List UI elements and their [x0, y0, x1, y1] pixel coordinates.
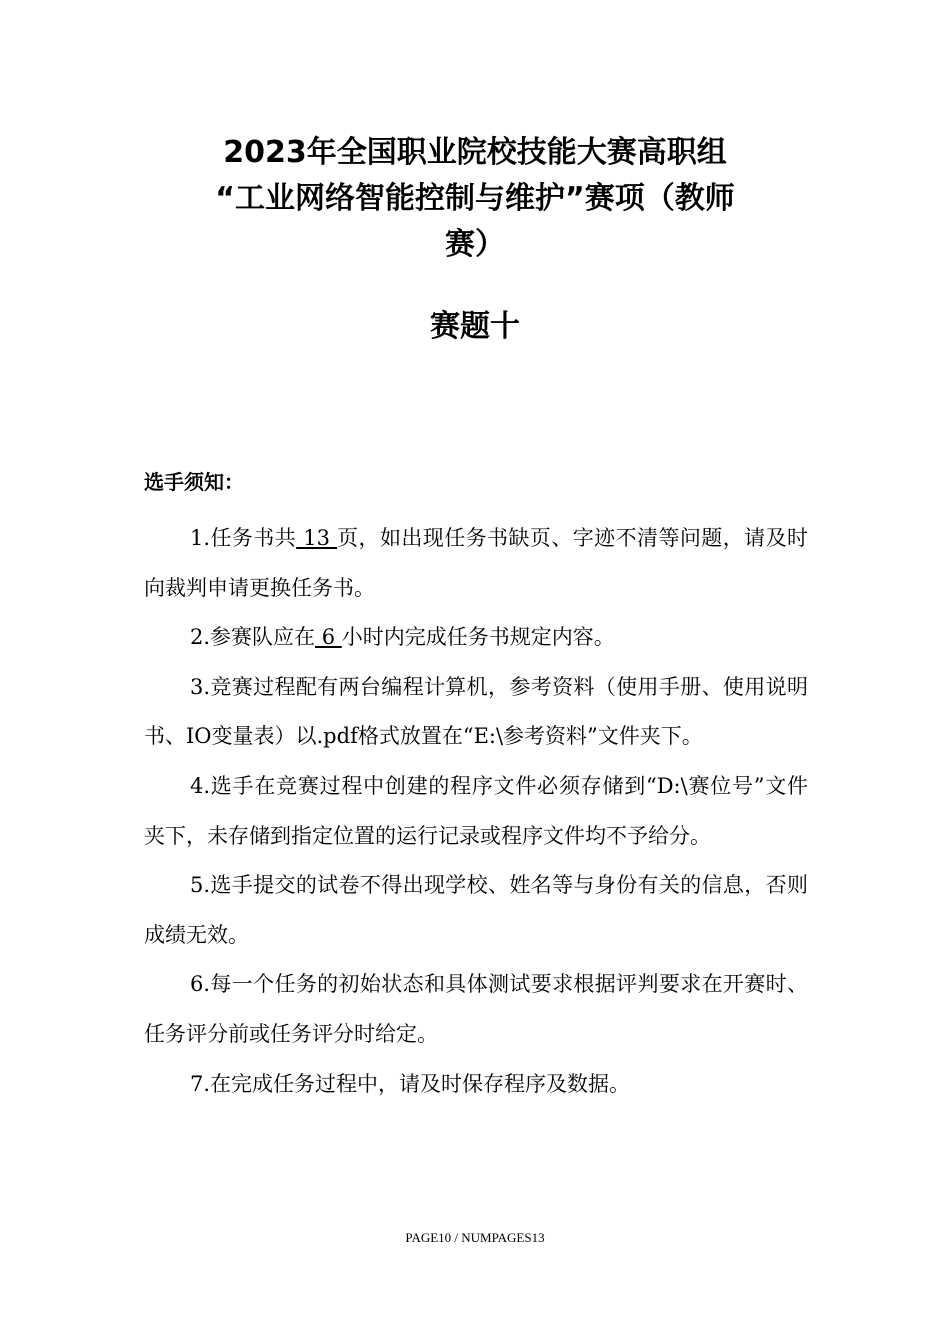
document-title: [150, 130, 800, 268]
notice-item-3: 3.竞赛过程配有两台编程计算机，参考资料（使用手册、使用说明书、IO变量表）以.pdf格式放置在“E:\参考资料”文件夹下。: [144, 674, 808, 749]
notice-item-7: 7.在完成任务过程中，请及时保存程序及数据。: [190, 1071, 631, 1096]
notice-item-2-pre: 2.参赛队应在: [190, 625, 316, 650]
page-footer: PAGE10 / NUMPAGES13: [405, 1230, 545, 1245]
notice-item-5: 5.选手提交的试卷不得出现学校、姓名等与身份有关的信息，否则成绩无效。: [144, 873, 808, 947]
hours-value: 6: [315, 625, 342, 650]
notice-heading: 选手须知：: [144, 470, 244, 494]
notice-item-4: 4.选手在竞赛过程中创建的程序文件必须存储到“D:\赛位号”文件夹下，未存储到指定位置的运行记录或程序文件均不予给分。: [144, 773, 808, 848]
notice-body: [144, 514, 808, 1109]
notice-item-6: 6.每一个任务的初始状态和具体测试要求根据评判要求在开赛时、任务评分前或任务评分时给定。: [144, 972, 808, 1046]
page-count-value: 13: [296, 526, 338, 550]
notice-item-2-post: 小时内完成任务书规定内容。: [341, 625, 615, 650]
notice-item-1-post: 页，如出现任务书缺页、字迹不清等问题，请及时向裁判申请更换任务书。: [144, 526, 808, 600]
notice-item-1-pre: 1.任务书共: [190, 526, 297, 550]
title-line-1: 2023年全国职业院校技能大赛高职组: [223, 135, 727, 170]
title-line-2: “工业网络智能控制与维护”赛项（教师: [215, 181, 735, 216]
notice-item-2: [144, 613, 808, 663]
title-line-3: 赛）: [445, 227, 505, 262]
notice-item-1: [144, 514, 808, 613]
document-subtitle: 赛题十: [430, 309, 520, 344]
